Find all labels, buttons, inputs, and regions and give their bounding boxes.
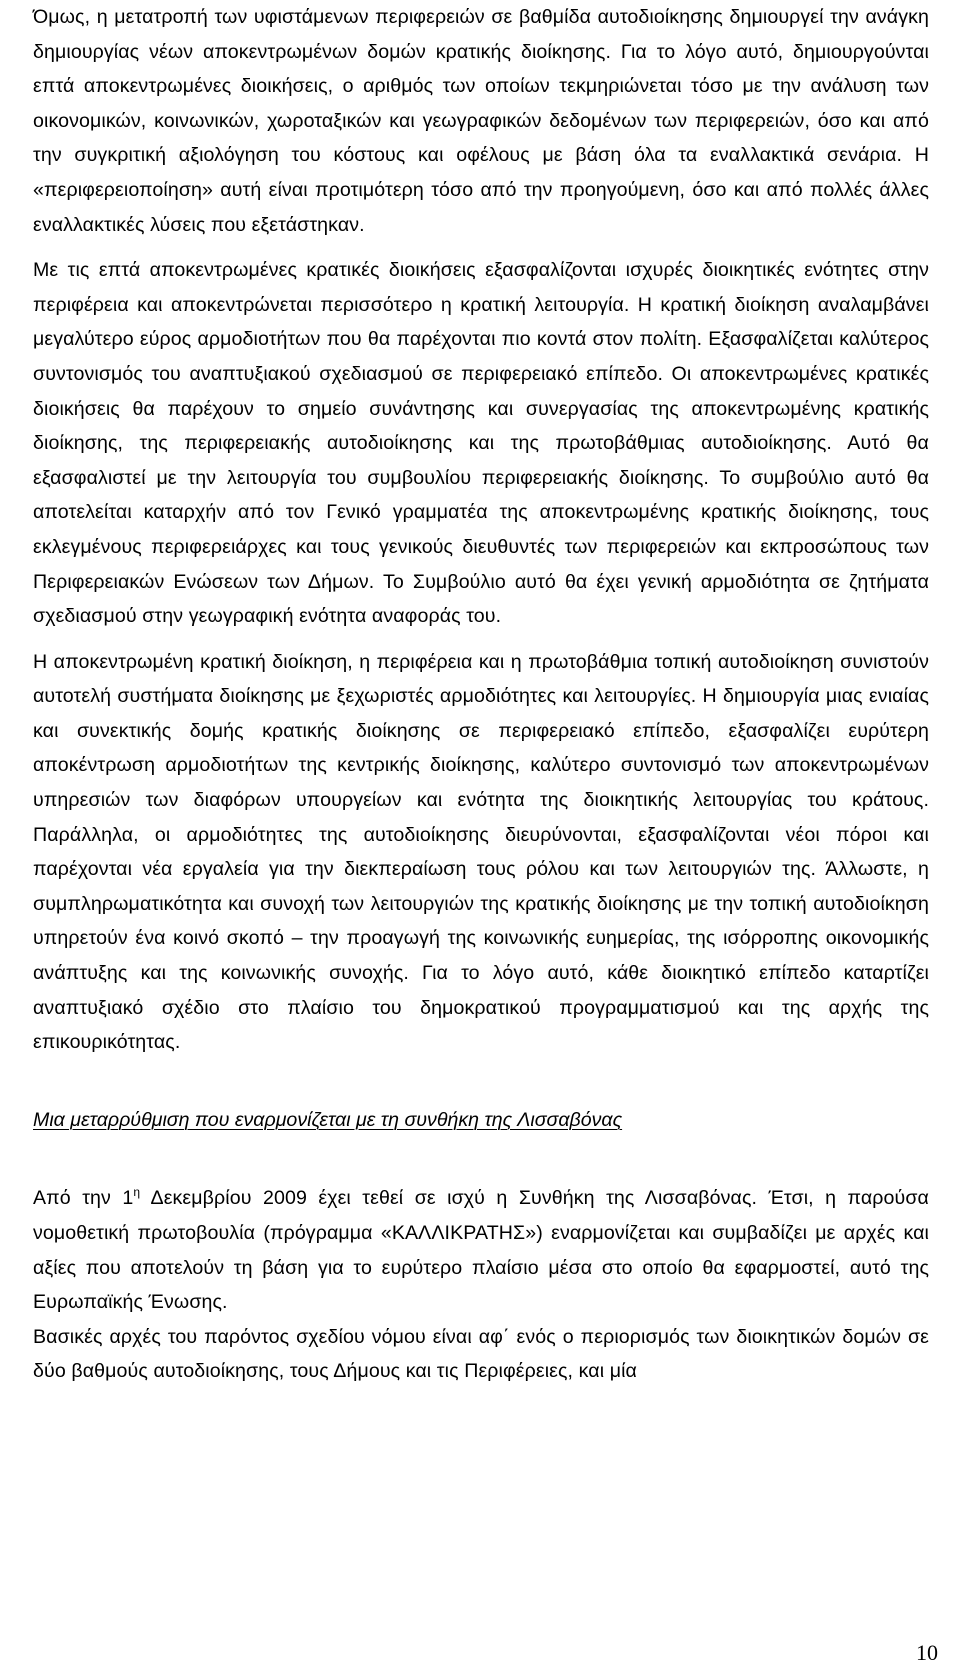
page-number: 10 bbox=[916, 1640, 938, 1665]
body-paragraph-basic-principles: Βασικές αρχές του παρόντος σχεδίου νόμου είναι αφ΄ ενός ο περιορισμός των διοικητικών δομών σε δύο βαθμούς αυτοδιοίκησης, τους Δήμους και τις Περιφέρειες, και μία bbox=[33, 1325, 929, 1383]
body-paragraph-seven-administrations: Με τις επτά αποκεντρωμένες κρατικές διοικήσεις εξασφαλίζονται ισχυρές διοικητικές ενότητες στην περιφέρεια και αποκεντρώνεται περισσότερο η κρατική λειτουργία. Η κρατική διοίκηση αναλαμβάνει μεγαλύτερο εύρος αρμοδιοτήτων που θα παρέχονται πιο κοντά στον πολίτη. Εξασφαλίζεται καλύτερος συντονισμός του αναπτυξιακού σχεδιασμού σε περιφερειακό επίπεδο. Οι αποκεντρωμένες κρατικές διοικήσεις θα παρέχουν το σημείο συνάντησης και συνεργασίας της αποκεντρωμένης κρατικής διοίκησης, της περιφερειακής αυτοδιοίκησης και της πρωτοβάθμιας αυτοδιοίκησης. Αυτό θα εξασφαλιστεί με την λειτουργία του συμβουλίου περιφερειακής διοίκησης. Το συμβούλιο αυτό θα αποτελείται καταρχήν από τον Γενικό γραμματέα της αποκεντρωμένης κρατικής διοίκησης, τους εκλεγμένους περιφερειάρχες και τους γενικούς διευθυντές των περιφερειών και εκπροσώπους των Περιφερειακών Ενώσεων των Δήμων. Το Συμβούλιο αυτό θα έχει γενική αρμοδιότητα σε ζητήματα σχεδιασμού στην γεωγραφική ενότητα αναφοράς του. bbox=[33, 259, 929, 628]
section-heading-lisbon: Μια μεταρρύθμιση που εναρμονίζεται με τη συνθήκη της Λισσαβόνας bbox=[33, 1108, 623, 1131]
document-page bbox=[33, 0, 929, 1389]
body-paragraph-decentralized-structures: Όμως, η μετατροπή των υφιστάμενων περιφερειών σε βαθμίδα αυτοδιοίκησης δημιουργεί την ανάγκη δημιουργίας νέων αποκεντρωμένων δομών κρατικής διοίκησης. Για το λόγο αυτό, δημιουργούνται επτά αποκεντρωμένες διοικήσεις, ο αριθμός των οποίων τεκμηριώνεται τόσο με την ανάλυση των οικονομικών, κοινωνικών, χωροταξικών και γεωγραφικών δεδομένων των περιφερειών, όσο και από την συγκριτική αξιολόγηση του κόστους και οφέλους με βάση όλα τα εναλλακτικά σενάρια. Η «περιφερειοποίηση» αυτή είναι προτιμότερη τόσο από την προηγούμενη, όσο και από πολλές άλλες εναλλακτικές λύσεις που εξετάστηκαν. bbox=[33, 6, 929, 236]
lisbon-text-start: Από την 1 bbox=[33, 1187, 134, 1210]
ordinal-superscript: η bbox=[133, 1185, 141, 1200]
body-paragraph-administration-systems: Η αποκεντρωμένη κρατική διοίκηση, η περιφέρεια και η πρωτοβάθμια τοπική αυτοδιοίκηση συνιστούν αυτοτελή συστήματα διοίκησης με ξεχωριστές αρμοδιότητες και λειτουργίες. Η δημιουργία μιας ενιαίας και συνεκτικής δομής κρατικής διοίκησης σε περιφερειακό επίπεδο, εξασφαλίζει ευρύτερη αποκέντρωση αρμοδιοτήτων της κεντρικής διοίκησης, καλύτερο συντονισμό των αποκεντρωμένων υπηρεσιών των διαφόρων υπουργείων και ενότητα της διοικητικής λειτουργίας του κράτους. Παράλληλα, οι αρμοδιότητες της αυτοδιοίκησης διευρύνονται, εξασφαλίζονται νέοι πόροι και παρέχονται νέα εργαλεία για την διεκπεραίωση τους ρόλου και των λειτουργιών της. Άλλωστε, η συμπληρωματικότητα και συνοχή των λειτουργιών της κρατικής διοίκησης με την τοπική αυτοδιοίκηση υπηρετούν ένα κοινό σκοπό – την προαγωγή της κοινωνικής ευημερίας, της ισόρροπης οικονομικής ανάπτυξης και της κοινωνικής συνοχής. Για το λόγο αυτό, κάθε διοικητικό επίπεδο καταρτίζει αναπτυξιακό σχέδιο στο πλαίσιο του δημοκρατικού προγραμματισμού και της αρχής της επικουρικότητας. bbox=[33, 650, 929, 1054]
lisbon-text-rest: Δεκεμβρίου 2009 έχει τεθεί σε ισχύ η Συνθήκη της Λισσαβόνας. Έτσι, η παρούσα νομοθετική πρωτοβουλία (πρόγραμμα «ΚΑΛΛΙΚΡΑΤΗΣ») εναρμονίζεται και συμβαδίζει με αρχές και αξίες που αποτελούν τη βάση για το ευρύτερο πλαίσιο μέσα στο οποίο θα εφαρμοστεί, αυτό της Ευρωπαϊκής Ένωσης. bbox=[33, 1187, 929, 1314]
body-paragraph-lisbon-treaty bbox=[33, 1181, 929, 1319]
